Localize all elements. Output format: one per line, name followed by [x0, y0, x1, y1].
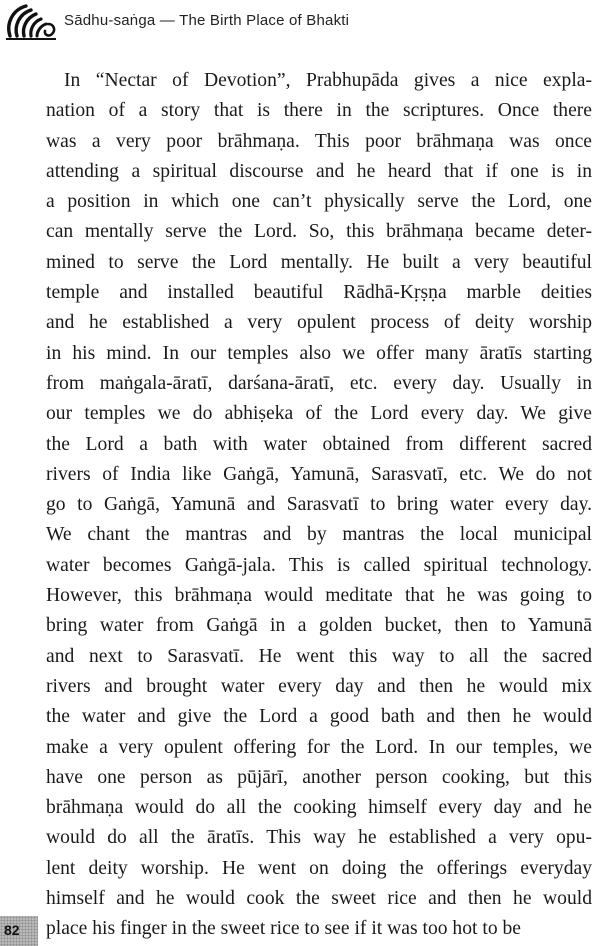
page-header	[0, 0, 600, 42]
text-line: However, this brāhmaṇa would meditate that he was going to	[46, 585, 592, 607]
text-line: himself and he would cook the sweet rice and then he would	[46, 888, 592, 910]
text-line: our temples we do abhiṣeka of the Lord every day. We give	[46, 403, 592, 425]
text-line: and he established a very opulent process of deity worship	[46, 312, 592, 334]
text-line: in his mind. In our temples also we offer many āratīs starting	[46, 342, 592, 364]
text-line: can mentally serve the Lord. So, this brāhmaṇa became deter-	[46, 221, 592, 243]
text-line: We chant the mantras and by mantras the local municipal	[46, 524, 592, 546]
text-line: from maṅgala-āratī, darśana-āratī, etc. every day. Usually in	[46, 372, 592, 394]
text-line: rivers of India like Gaṅgā, Yamunā, Sarasvatī, etc. We do not	[46, 463, 592, 485]
text-line: a position in which one can’t physically serve the Lord, one	[46, 191, 592, 213]
page-number: 82	[4, 922, 20, 938]
text-line: rivers and brought water every day and then he would mix	[46, 675, 592, 697]
text-line: the water and give the Lord a good bath and then he would	[46, 706, 592, 728]
text-line: and next to Sarasvatī. He went this way to all the sacred	[46, 645, 592, 667]
paragraph	[46, 66, 592, 945]
text-line: make a very opulent offering for the Lord. In our temples, we	[46, 736, 592, 758]
text-line: attending a spiritual discourse and he heard that if one is in	[46, 160, 592, 182]
text-line: was a very poor brāhmaṇa. This poor brāhmaṇa was once	[46, 130, 592, 152]
text-line: the Lord a bath with water obtained from different sacred	[46, 433, 592, 455]
peacock-feather-logo-icon	[4, 2, 58, 42]
text-line: brāhmaṇa would do all the cooking himself every day and he	[46, 797, 592, 819]
text-line: water becomes Gaṅgā-jala. This is called spiritual technology.	[46, 554, 592, 576]
text-line: have one person as pūjārī, another person cooking, but this	[46, 766, 592, 788]
page-number-tab	[0, 916, 38, 946]
text-line: lent deity worship. He went on doing the offerings everyday	[46, 857, 592, 879]
text-line: mined to serve the Lord mentally. He built a very beautiful	[46, 251, 592, 273]
text-line: nation of a story that is there in the scriptures. Once there	[46, 100, 592, 122]
text-line: In “Nectar of Devotion”, Prabhupāda gives a nice expla-	[64, 70, 592, 91]
text-line: bring water from Gaṅgā in a golden bucket, then to Yamunā	[46, 615, 592, 637]
running-head: Sādhu-saṅga — The Birth Place of Bhakti	[64, 12, 350, 29]
text-line: place his finger in the sweet rice to see if it was too hot to be	[46, 918, 522, 940]
text-line: temple and installed beautiful Rādhā-Kṛṣṇa marble deities	[46, 282, 592, 304]
text-line: would do all the āratīs. This way he established a very opu-	[46, 827, 592, 849]
text-line: go to Gaṅgā, Yamunā and Sarasvatī to bring water every day.	[46, 494, 592, 516]
